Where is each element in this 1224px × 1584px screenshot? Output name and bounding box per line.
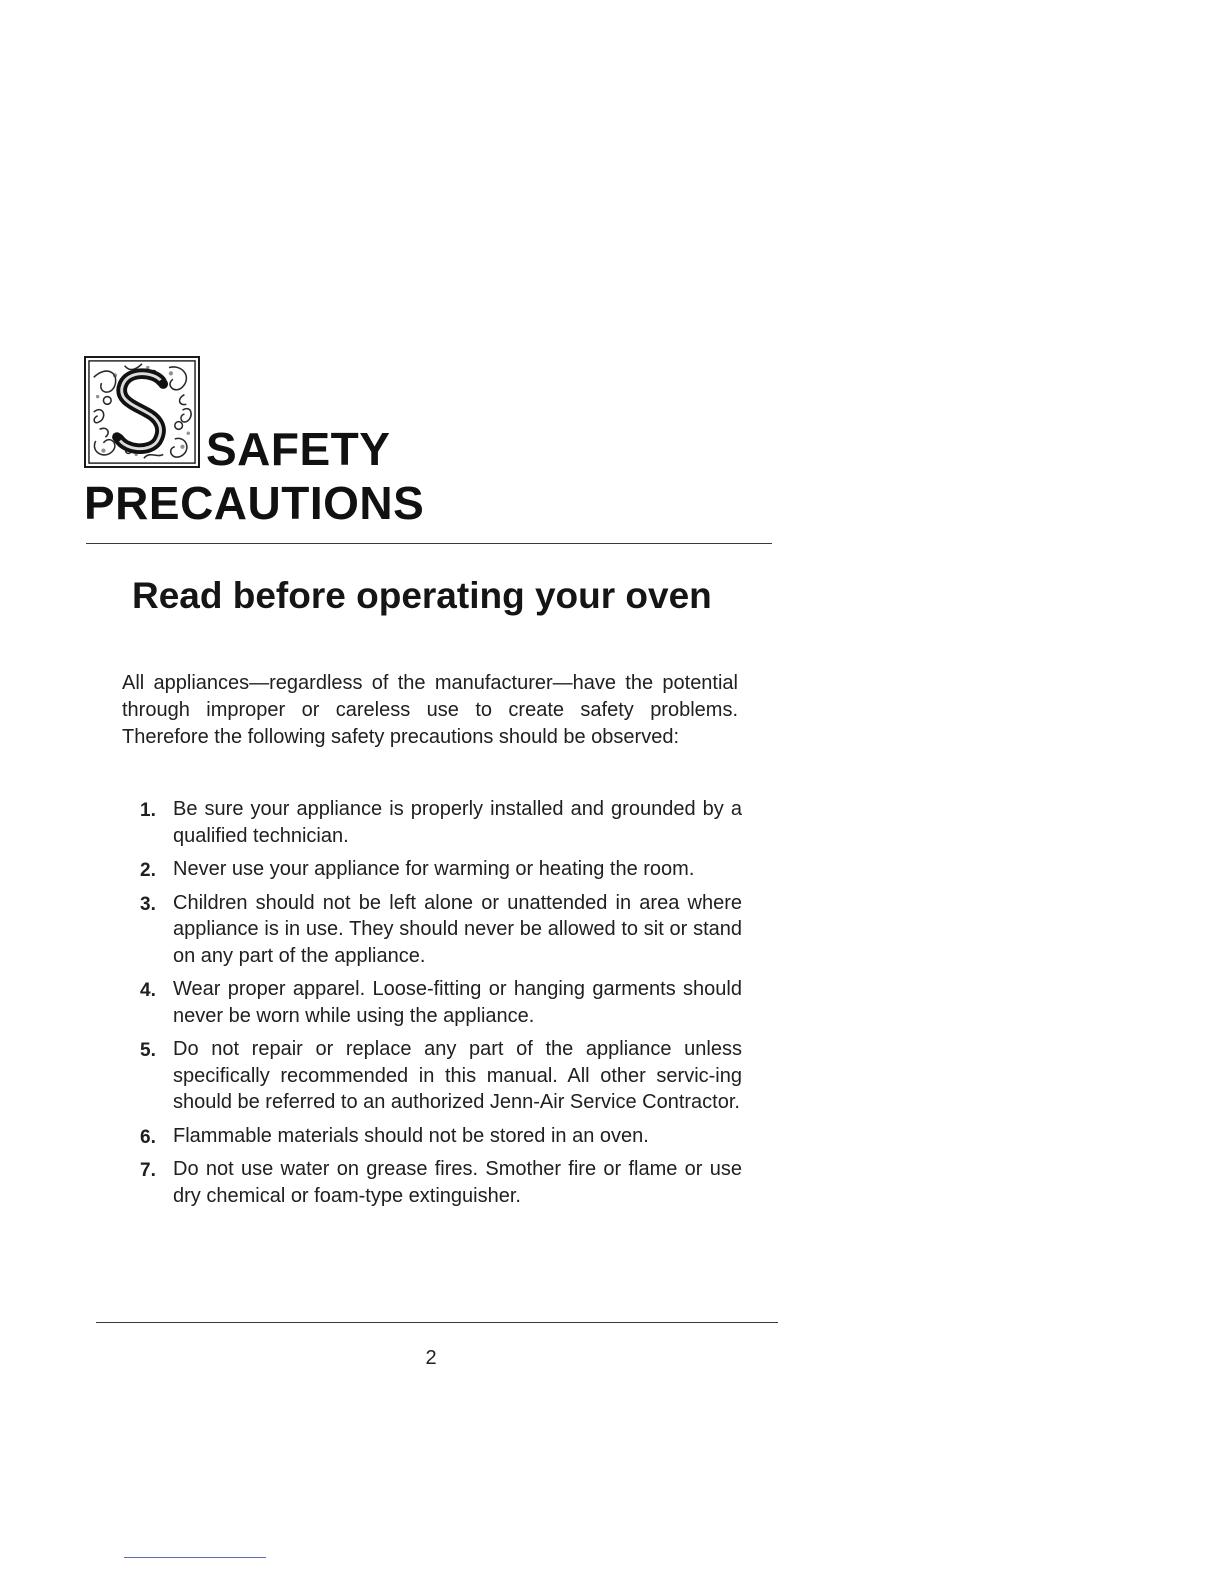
list-item — [140, 1156, 742, 1209]
list-item-text: Flammable materials should not be stored in an oven. — [173, 1124, 649, 1147]
section-subtitle: Read before operating your oven — [132, 575, 712, 616]
list-item-number: 7. — [140, 1160, 156, 1181]
precautions-list — [140, 796, 742, 1216]
list-item-number: 6. — [140, 1126, 156, 1148]
list-item-number: 4. — [140, 980, 156, 1001]
list-item-text: Never use your appliance for warming or heating the room. — [173, 858, 695, 880]
page-title-line-2: PRECAUTIONS — [84, 477, 425, 529]
footer-line — [124, 1557, 266, 1558]
list-item — [140, 1036, 742, 1116]
list-item — [140, 856, 742, 883]
page-title-line-1: SAFETY — [206, 423, 391, 475]
bottom-divider — [96, 1322, 778, 1323]
list-item — [140, 796, 742, 849]
list-item-number: 5. — [140, 1040, 156, 1061]
list-item — [140, 976, 742, 1029]
page-number: 2 — [425, 1347, 437, 1369]
list-item-text: Do not repair or replace any part of the appliance unless specifically recommended in this manual. All other servic-ing should be referred to an authorized Jenn-Air Service Contractor. — [173, 1038, 742, 1113]
top-divider — [86, 543, 772, 544]
list-item-number: 1. — [140, 800, 156, 821]
intro-paragraph: All appliances—regardless of the manufacturer—have the potential through improper or careless use to create safety problems. Therefore the following safety precautions should be observed: — [122, 672, 738, 748]
list-item-text: Be sure your appliance is properly installed and grounded by a qualified technician. — [173, 798, 742, 847]
list-item — [140, 1123, 742, 1150]
ornamental-drop-cap-s-icon — [84, 356, 200, 468]
list-item-number: 3. — [140, 893, 156, 915]
list-item-text: Children should not be left alone or unattended in area where appliance is in use. They should never be allowed to sit or stand on any part of the appliance. — [173, 891, 742, 967]
list-item-text: Wear proper apparel. Loose-fitting or hanging garments should never be worn while using the appliance. — [173, 978, 742, 1027]
list-item-number: 2. — [140, 860, 156, 881]
list-item — [140, 890, 742, 970]
list-item-text: Do not use water on grease fires. Smother fire or flame or use dry chemical or foam-type extinguisher. — [173, 1158, 742, 1207]
